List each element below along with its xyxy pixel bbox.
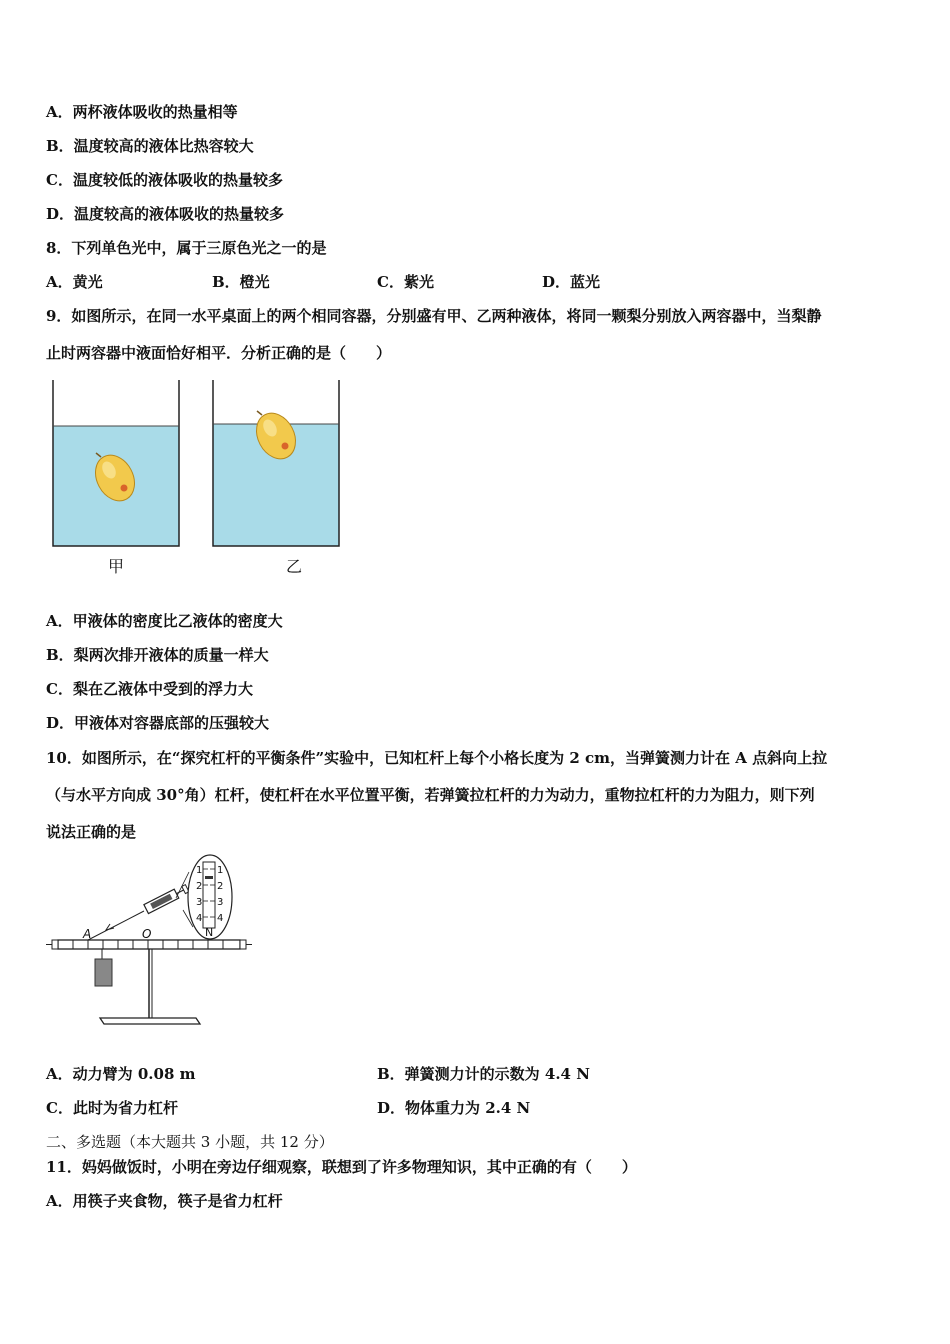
q10-stem-line3: 说法正确的是	[46, 823, 137, 841]
scale-right-3: 3	[217, 897, 224, 908]
q8-stem: 8．下列单色光中，属于三原色光之一的是	[46, 239, 327, 257]
q9-option-a: A．甲液体的密度比乙液体的密度大	[46, 612, 283, 630]
q9-option-b: B．梨两次排开液体的质量一样大	[46, 646, 269, 664]
q10-option-d: D．物体重力为 2.4 N	[377, 1099, 531, 1117]
hanging-weight	[95, 959, 112, 986]
q9-figure	[46, 378, 346, 580]
point-o-label: O	[142, 927, 152, 941]
scale-unit: N	[205, 926, 214, 939]
scale-left-2: 2	[196, 881, 203, 892]
point-a-label: A	[83, 927, 92, 941]
scale-right-2: 2	[217, 881, 224, 892]
q9-stem-line2: 止时两容器中液面恰好相平．分析正确的是（ ）	[46, 344, 392, 362]
label-jia: 甲	[107, 557, 125, 576]
q8-option-d: D．蓝光	[542, 273, 601, 291]
scale-left-4: 4	[196, 913, 203, 924]
q10-stem-line2: （与水平方向成 30°角）杠杆，使杠杆在水平位置平衡，若弹簧拉杠杆的力为动力，重物拉杠杆的力为阻力，则下列	[46, 786, 815, 804]
q10-option-a: A．动力臂为 0.08 m	[46, 1065, 196, 1083]
q11-stem: 11．妈妈做饭时，小明在旁边仔细观察，联想到了许多物理知识，其中正确的有（ ）	[46, 1158, 637, 1176]
scale-right-4: 4	[217, 913, 224, 924]
q11-option-a: A．用筷子夹食物，筷子是省力杠杆	[46, 1192, 283, 1210]
q7-option-b: B．温度较高的液体比热容较大	[46, 137, 254, 155]
q9-option-d: D．甲液体对容器底部的压强较大	[46, 714, 270, 732]
scale-left-1: 1	[196, 865, 203, 876]
q7-option-d: D．温度较高的液体吸收的热量较多	[46, 205, 285, 223]
q8-option-a: A．黄光	[46, 273, 103, 291]
lever-bar	[58, 940, 240, 949]
q10-option-c: C．此时为省力杠杆	[46, 1099, 178, 1117]
q8-option-b: B．橙光	[212, 273, 270, 291]
q7-option-c: C．温度较低的液体吸收的热量较多	[46, 171, 283, 189]
label-yi: 乙	[285, 557, 303, 576]
q10-stem-line1: 10．如图所示，在“探究杠杆的平衡条件”实验中，已知杠杆上每个小格长度为 2 cm，当弹簧测力计在 A 点斜向上拉	[46, 749, 828, 767]
q7-option-a: A．两杯液体吸收的热量相等	[46, 103, 238, 121]
q10-lever-figure	[46, 852, 256, 1032]
spring-scale-icon	[144, 884, 190, 914]
q8-option-c: C．紫光	[377, 273, 434, 291]
stand-base	[100, 1018, 200, 1024]
scale-left-3: 3	[196, 897, 203, 908]
scale-right-1: 1	[217, 865, 224, 876]
q10-option-b: B．弹簧测力计的示数为 4.4 N	[377, 1065, 590, 1083]
q9-option-c: C．梨在乙液体中受到的浮力大	[46, 680, 253, 698]
q9-stem-line1: 9．如图所示，在同一水平桌面上的两个相同容器，分别盛有甲、乙两种液体，将同一颗梨分别放入两容器中，当梨静	[46, 307, 822, 325]
section-2-title: 二、多选题（本大题共 3 小题，共 12 分）	[46, 1133, 334, 1151]
